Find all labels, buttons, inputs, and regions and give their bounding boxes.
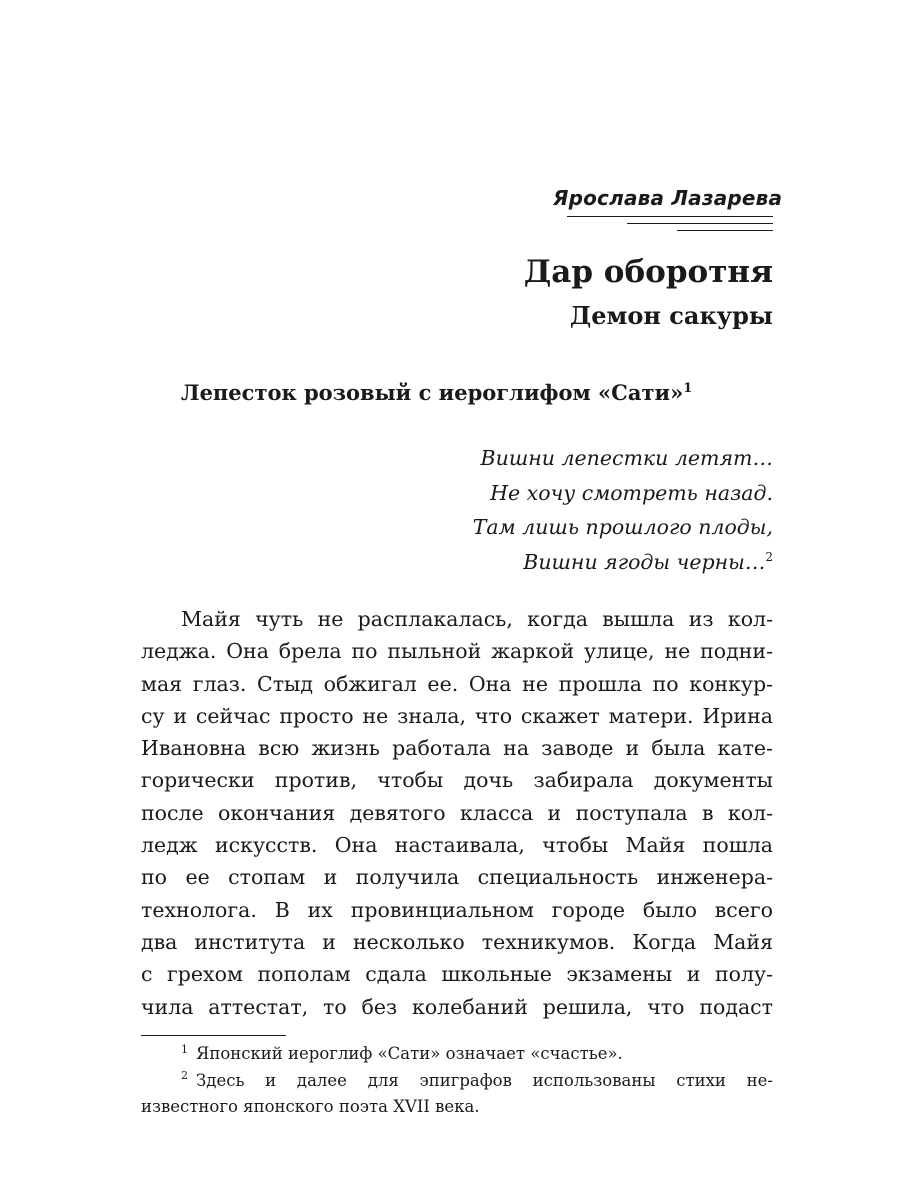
- footnote-2: [141, 1068, 773, 1095]
- header-rule-bottom: [677, 230, 773, 231]
- footnote-1: [141, 1041, 773, 1068]
- epigraph-line: [473, 545, 773, 580]
- chapter-heading-text: Лепесток розовый с иероглифом «Сати»: [181, 380, 684, 405]
- body-line: ледж искусств. Она настаивала, чтобы Майя пошла: [141, 833, 773, 858]
- footnote-2-continued: известного японского поэта XVII века.: [141, 1097, 480, 1116]
- body-line: Майя чуть не расплакалась, когда вышла из кол-: [181, 607, 773, 631]
- book-subtitle: Демон сакуры: [569, 301, 773, 330]
- body-line: горически против, чтобы дочь забирала документы: [141, 768, 773, 793]
- running-header: [553, 185, 783, 211]
- epigraph-line: Вишни лепестки летят…: [480, 446, 773, 470]
- header-rule-middle: [627, 223, 773, 224]
- footnotes: [141, 1041, 773, 1121]
- body-line: технолога. В их провинциальном городе было всего: [141, 897, 773, 922]
- footnote-text: Японский иероглиф «Сати» означает «счастье».: [196, 1044, 623, 1063]
- body-line: чила аттестат, то без колебаний решила, что подаст: [141, 994, 773, 1019]
- body-line: мая глаз. Стыд обжигал ее. Она не прошла по конкур-: [141, 671, 773, 696]
- footnote-ref-2: 2: [765, 549, 773, 564]
- header-rule-top: [567, 216, 773, 217]
- footnote-separator: [141, 1035, 286, 1036]
- footnote-number: 2: [181, 1069, 188, 1082]
- chapter-heading: [181, 378, 692, 408]
- body-line: после окончания девятого класса и поступала в кол-: [141, 800, 773, 825]
- body-line: два института и несколько техникумов. Когда Майя: [141, 929, 773, 954]
- body-line: по ее стопам и получила специальность инженера-: [141, 865, 773, 890]
- epigraph: [473, 441, 773, 579]
- footnote-text: Здесь и далее для эпиграфов использованы стихи не-: [196, 1070, 773, 1090]
- body-line: с грехом пополам сдала школьные экзамены и полу-: [141, 962, 773, 987]
- footnote-number: 1: [181, 1042, 188, 1056]
- epigraph-line: Не хочу смотреть назад.: [490, 480, 773, 505]
- epigraph-line: Там лишь прошлого плоды,: [472, 515, 773, 539]
- epigraph-line-text: Вишни ягоды черны…: [523, 549, 766, 574]
- body-paragraph: [141, 603, 773, 1023]
- author-name: Ярослава Лазарева: [553, 186, 783, 210]
- body-line: су и сейчас просто не знала, что скажет матери. Ирина: [141, 703, 773, 728]
- body-line: Ивановна всю жизнь работала на заводе и была кате-: [141, 736, 773, 761]
- body-line: леджа. Она брела по пыльной жаркой улице, не подни-: [141, 639, 773, 664]
- footnote-ref-1: 1: [683, 381, 693, 396]
- book-title: Дар оборотня: [523, 254, 773, 290]
